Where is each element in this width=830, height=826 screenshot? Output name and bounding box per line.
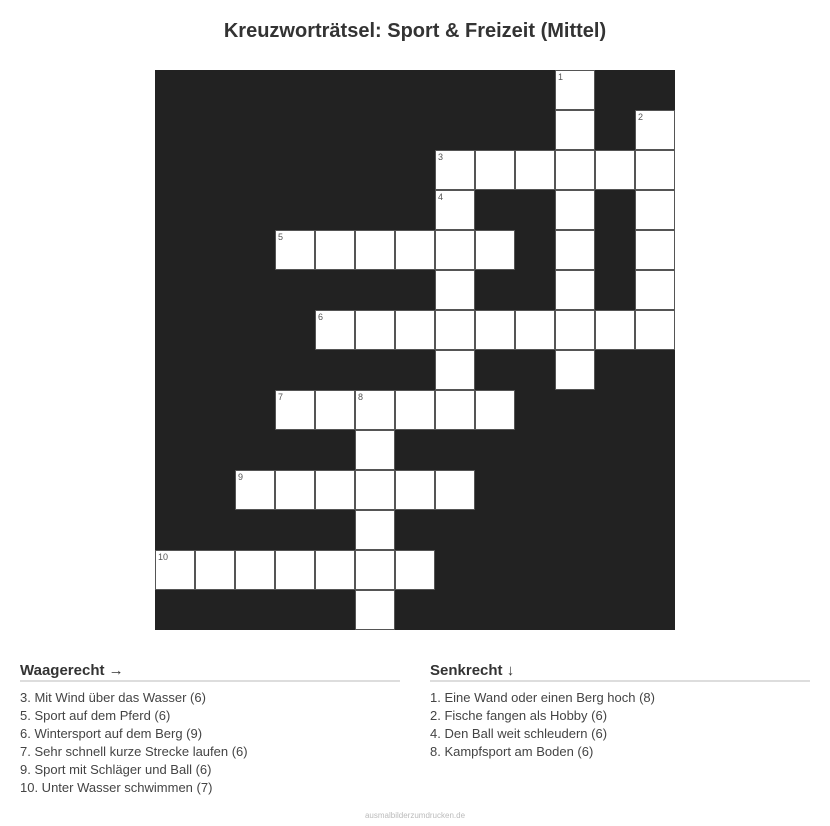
clue-number: 6	[318, 312, 324, 322]
crossword-cell[interactable]	[355, 550, 395, 590]
crossword-cell[interactable]	[315, 470, 355, 510]
clue-number: 8	[358, 392, 364, 402]
crossword-cell[interactable]	[635, 110, 675, 150]
crossword-cell[interactable]	[515, 150, 555, 190]
down-heading: Senkrecht ↓	[430, 662, 810, 682]
crossword-cell[interactable]	[395, 470, 435, 510]
clue-number: 1	[558, 72, 564, 82]
clue-down: 4. Den Ball weit schleudern (6)	[430, 726, 608, 741]
crossword-cell[interactable]	[355, 390, 395, 430]
crossword-cell[interactable]	[435, 310, 475, 350]
crossword-cell[interactable]	[555, 150, 595, 190]
crossword-cell[interactable]	[635, 270, 675, 310]
crossword-cell[interactable]	[355, 230, 395, 270]
clue-down: 2. Fische fangen als Hobby (6)	[430, 708, 608, 723]
clue-across: 6. Wintersport auf dem Berg (9)	[20, 726, 203, 741]
crossword-cell[interactable]	[435, 470, 475, 510]
crossword-cell[interactable]	[595, 150, 635, 190]
crossword-cell[interactable]	[275, 550, 315, 590]
crossword-cell[interactable]	[515, 310, 555, 350]
clue-across: 3. Mit Wind über das Wasser (6)	[20, 690, 206, 705]
across-heading: Waagerecht →	[20, 662, 400, 682]
crossword-cell[interactable]	[315, 550, 355, 590]
crossword-cell[interactable]	[235, 470, 275, 510]
crossword-cell[interactable]	[275, 390, 315, 430]
crossword-cell[interactable]	[355, 590, 395, 630]
crossword-cell[interactable]	[315, 390, 355, 430]
crossword-cell[interactable]	[475, 310, 515, 350]
crossword-cell[interactable]	[395, 550, 435, 590]
crossword-cell[interactable]	[315, 310, 355, 350]
crossword-cell[interactable]	[235, 550, 275, 590]
crossword-cell[interactable]	[435, 150, 475, 190]
crossword-cell[interactable]	[435, 350, 475, 390]
crossword-cell[interactable]	[395, 230, 435, 270]
clue-across: 5. Sport auf dem Pferd (6)	[20, 708, 171, 723]
crossword-cell[interactable]	[635, 310, 675, 350]
page-title: Kreuzworträtsel: Sport & Freizeit (Mittel)	[223, 20, 607, 42]
crossword-cell[interactable]	[555, 230, 595, 270]
clue-number: 7	[278, 392, 284, 402]
crossword-cell[interactable]	[555, 70, 595, 110]
crossword-cell[interactable]	[475, 230, 515, 270]
crossword-cell[interactable]	[595, 310, 635, 350]
clue-down: 1. Eine Wand oder einen Berg hoch (8)	[430, 690, 655, 705]
crossword-cell[interactable]	[555, 190, 595, 230]
clue-number: 9	[238, 472, 244, 482]
crossword-cell[interactable]	[555, 270, 595, 310]
crossword-cell[interactable]	[435, 230, 475, 270]
clue-across: 9. Sport mit Schläger und Ball (6)	[20, 762, 212, 777]
down-clues	[430, 662, 810, 761]
crossword-cell[interactable]	[395, 390, 435, 430]
crossword-cell[interactable]	[355, 310, 395, 350]
crossword-cell[interactable]	[395, 310, 435, 350]
clue-number: 2	[638, 112, 644, 122]
clue-across: 7. Sehr schnell kurze Strecke laufen (6)	[20, 744, 248, 759]
crossword-cell[interactable]	[475, 390, 515, 430]
crossword-cell[interactable]	[355, 430, 395, 470]
crossword-cell[interactable]	[275, 470, 315, 510]
clue-across: 10. Unter Wasser schwimmen (7)	[20, 780, 213, 795]
crossword-cell[interactable]	[435, 190, 475, 230]
crossword-cell[interactable]	[315, 230, 355, 270]
across-clues	[20, 662, 400, 797]
crossword-cell[interactable]	[435, 270, 475, 310]
clue-number: 5	[278, 232, 284, 242]
clue-number: 3	[438, 152, 444, 162]
crossword-cell[interactable]	[555, 310, 595, 350]
crossword-cell[interactable]	[355, 510, 395, 550]
clue-number: 10	[158, 552, 169, 562]
crossword-cell[interactable]	[275, 230, 315, 270]
crossword-cell[interactable]	[435, 390, 475, 430]
crossword-cell[interactable]	[635, 150, 675, 190]
crossword-cell[interactable]	[475, 150, 515, 190]
clue-down: 8. Kampfsport am Boden (6)	[430, 744, 594, 759]
crossword-cell[interactable]	[155, 550, 195, 590]
crossword-cell[interactable]	[355, 470, 395, 510]
crossword-grid	[155, 70, 675, 630]
crossword-cell[interactable]	[635, 230, 675, 270]
clue-number: 4	[438, 192, 444, 202]
footer-credit: ausmalbilderzumdrucken.de	[364, 811, 466, 820]
crossword-cell[interactable]	[555, 350, 595, 390]
crossword-cell[interactable]	[555, 110, 595, 150]
crossword-cell[interactable]	[195, 550, 235, 590]
crossword-cell[interactable]	[635, 190, 675, 230]
